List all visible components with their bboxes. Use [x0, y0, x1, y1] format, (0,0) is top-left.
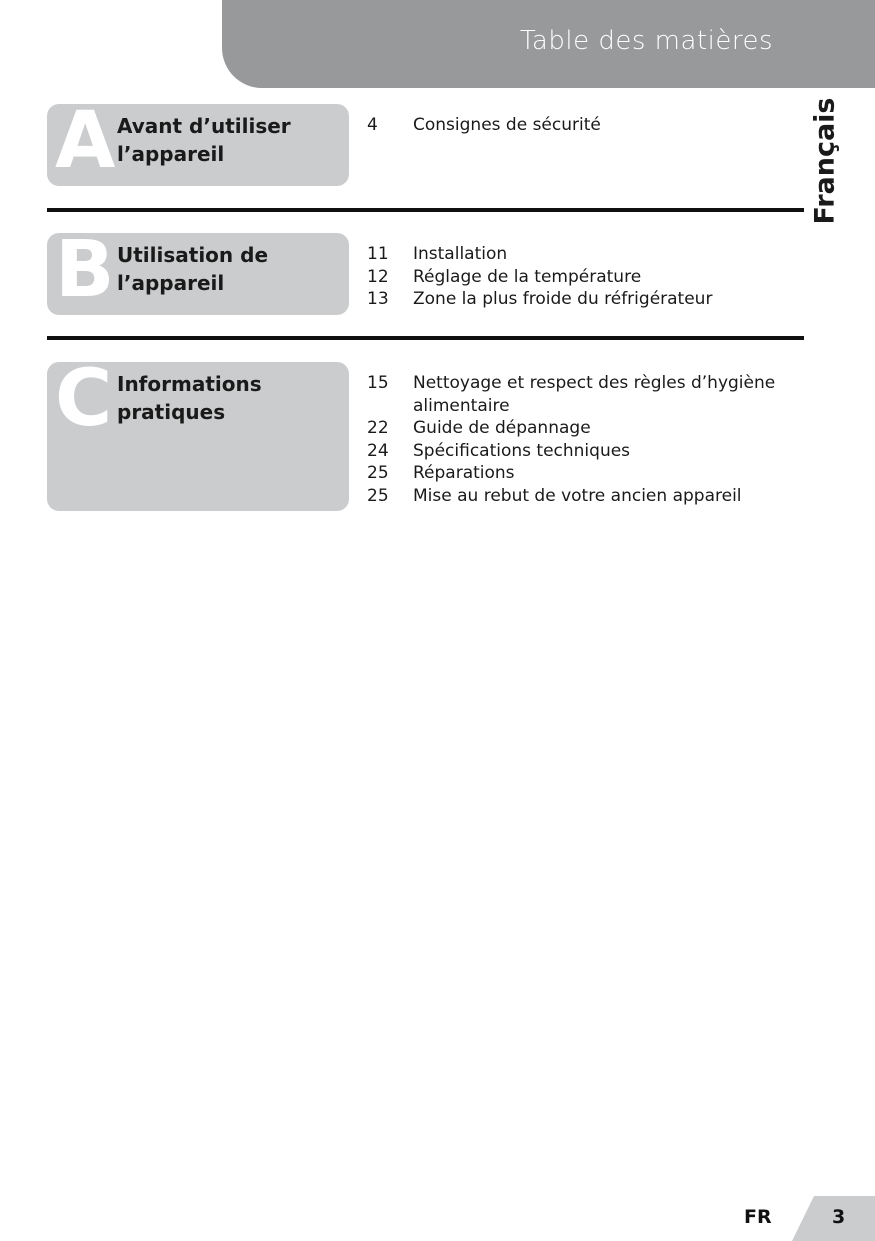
section-title: Informations pratiques — [117, 372, 262, 424]
toc-page-number: 15 — [367, 373, 389, 393]
toc-list — [367, 114, 787, 137]
toc-page-number: 24 — [367, 440, 389, 461]
section-title: Utilisation de l’appareil — [117, 243, 269, 295]
toc-entry-title: Spécifications techniques — [413, 440, 631, 461]
footer-page-number: 3 — [832, 1206, 846, 1228]
page-title: Table des matières — [519, 26, 773, 56]
section-c-card — [47, 362, 349, 511]
section-c — [47, 362, 804, 512]
section-b-card — [47, 233, 349, 315]
toc-list — [367, 372, 787, 507]
section-b — [47, 233, 804, 317]
footer-language-code: FR — [744, 1206, 772, 1228]
section-title: Avant d’utiliser l’appareil — [117, 114, 291, 166]
toc-entry-title: Zone la plus froide du réfrigérateur — [413, 289, 713, 309]
toc-page-number: 22 — [367, 418, 389, 438]
toc-page-number: 25 — [367, 463, 389, 483]
toc-entry[interactable] — [367, 417, 787, 440]
toc-page-number: 11 — [367, 244, 389, 264]
toc-entry[interactable] — [367, 114, 787, 137]
toc-entry[interactable] — [367, 243, 787, 266]
toc-entry[interactable] — [367, 288, 787, 311]
toc-entry[interactable] — [367, 485, 787, 508]
section-a — [47, 104, 804, 188]
toc-page-number: 4 — [367, 115, 378, 135]
section-divider — [47, 208, 804, 212]
toc-page-number: 12 — [367, 266, 389, 287]
section-a-card — [47, 104, 349, 186]
language-label: Français — [809, 96, 841, 225]
toc-entry-title: Nettoyage et respect des règles d’hygiène alimentaire — [413, 373, 776, 416]
toc-page-number: 13 — [367, 289, 389, 309]
toc-entry-title: Installation — [413, 244, 508, 264]
toc-entry-title: Réglage de la température — [413, 266, 642, 287]
section-letter: C — [55, 362, 113, 444]
toc-entry[interactable] — [367, 440, 787, 463]
toc-page-number: 25 — [367, 485, 389, 506]
section-divider — [47, 336, 804, 340]
toc-entry[interactable] — [367, 266, 787, 289]
section-letter: A — [55, 104, 116, 186]
toc-entry[interactable] — [367, 372, 787, 417]
toc-entry-title: Guide de dépannage — [413, 418, 591, 438]
toc-entry-title: Consignes de sécurité — [413, 115, 601, 135]
toc-list — [367, 243, 787, 311]
section-letter: B — [55, 233, 115, 315]
language-side-tab — [795, 96, 855, 225]
toc-entry-title: Réparations — [413, 463, 515, 483]
toc-entry[interactable] — [367, 462, 787, 485]
header-band — [222, 0, 875, 88]
toc-entry-title: Mise au rebut de votre ancien appareil — [413, 485, 742, 506]
